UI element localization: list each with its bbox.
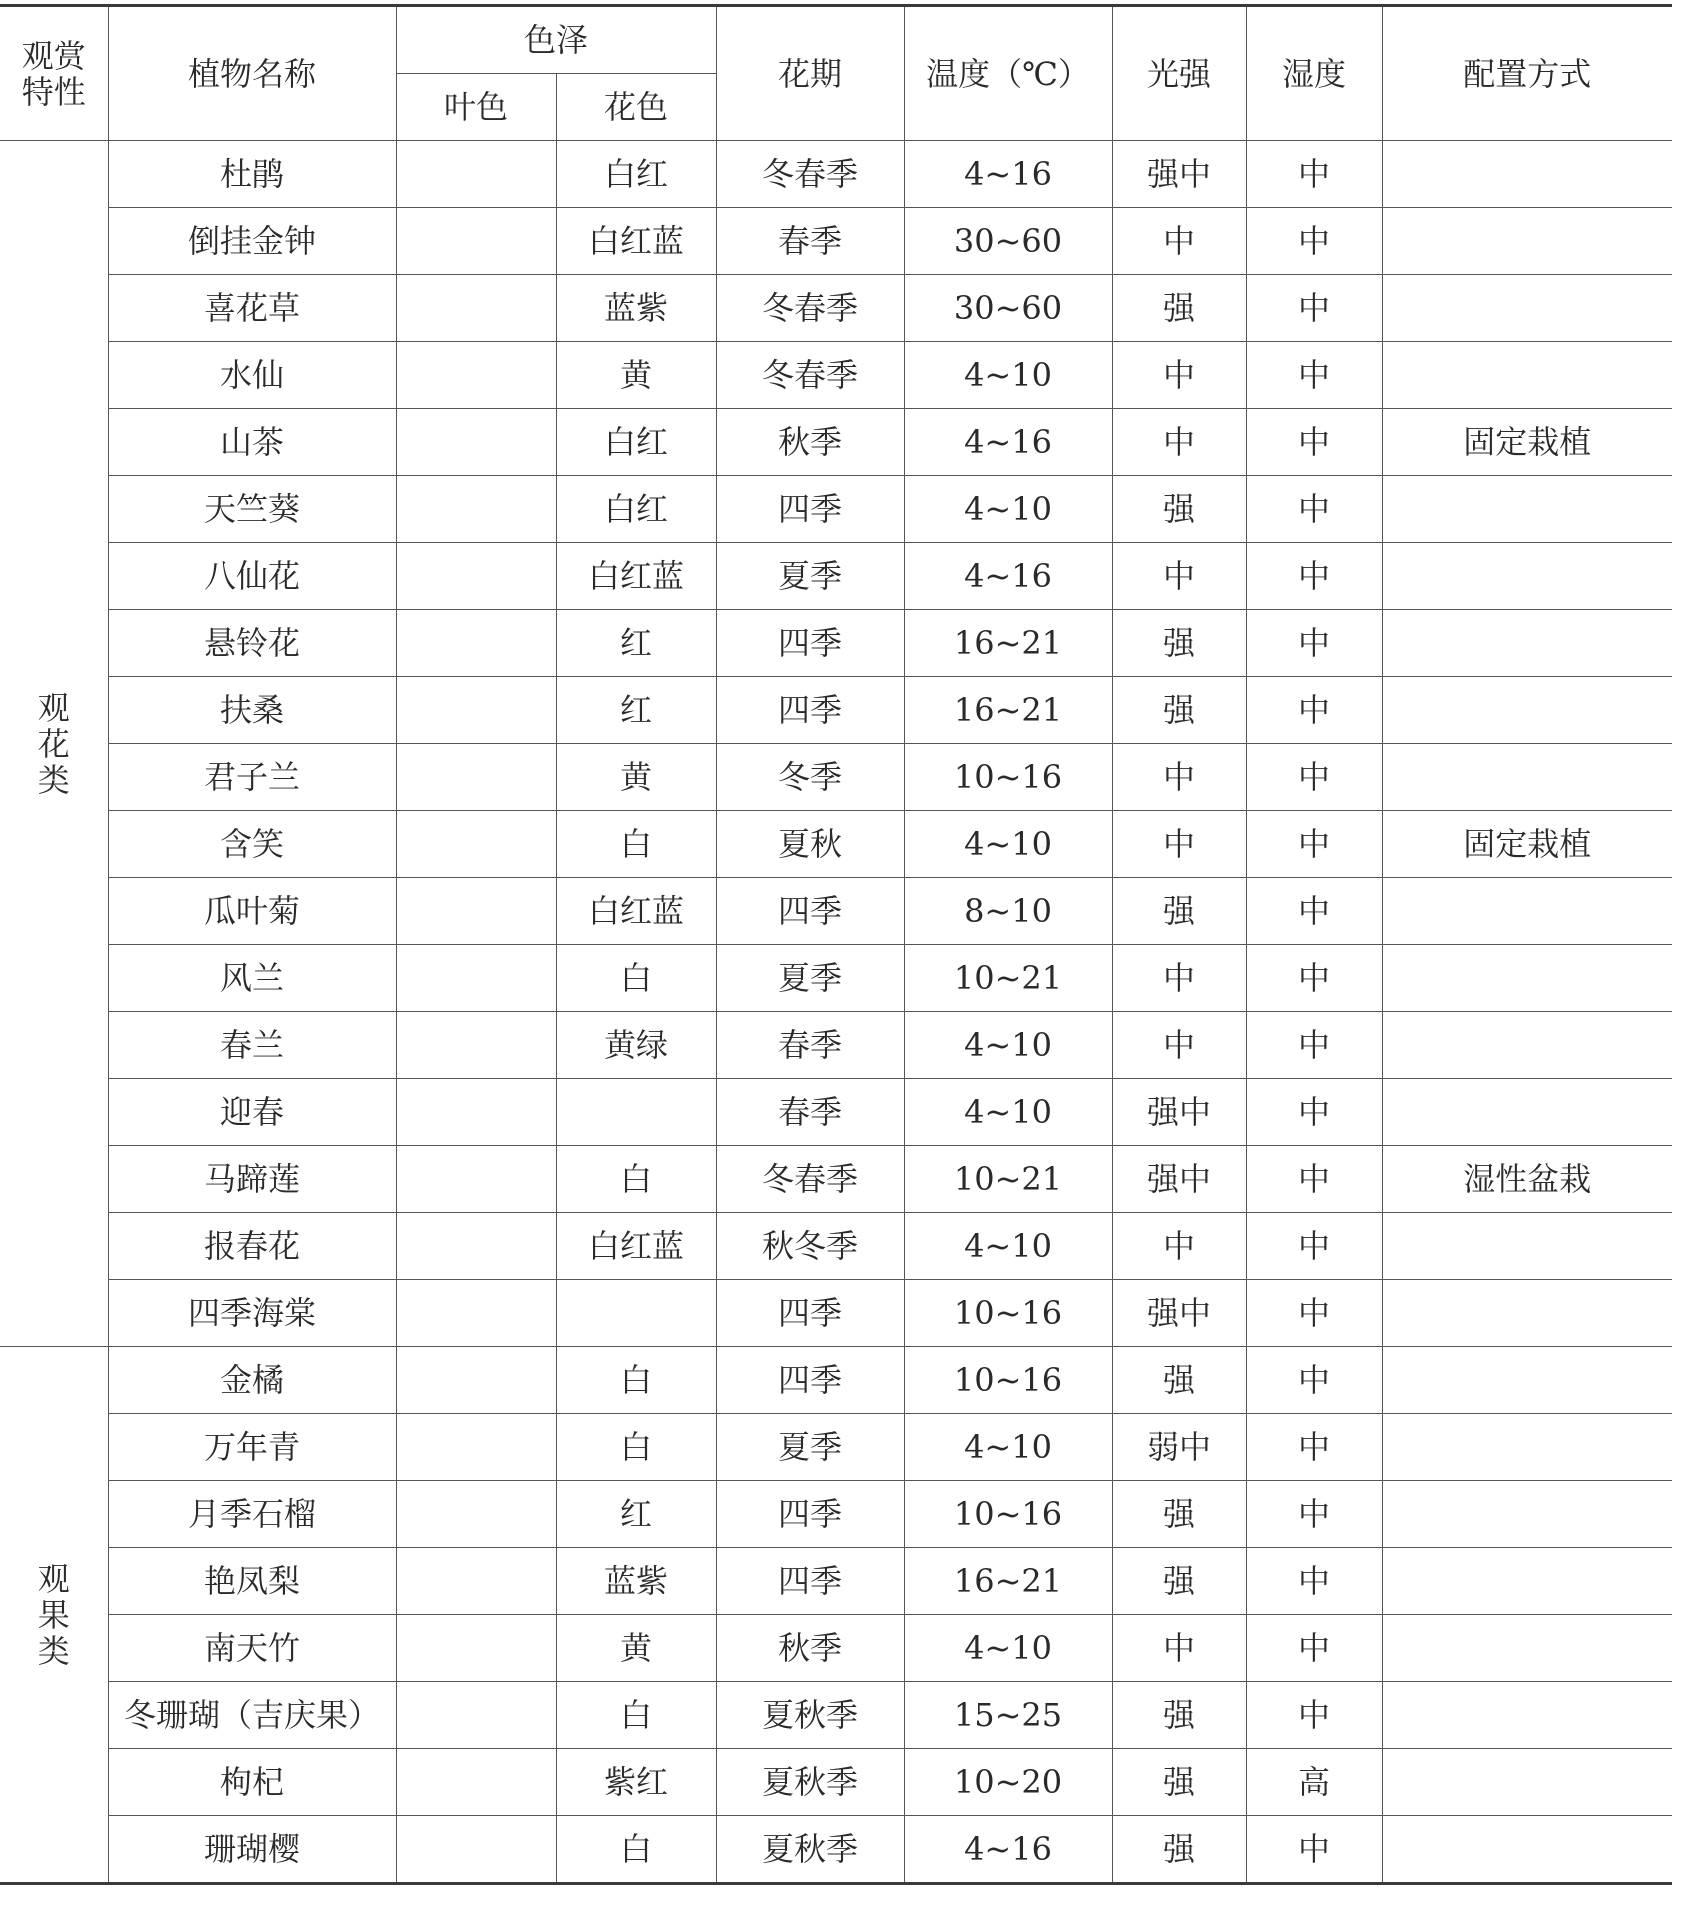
cell-humidity: 中 (1246, 1146, 1382, 1213)
cell-flowering-period: 夏秋季 (716, 1816, 904, 1884)
table-row (0, 1615, 1672, 1682)
cell-light: 强 (1112, 275, 1246, 342)
cell-flowering-period: 夏秋季 (716, 1682, 904, 1749)
cell-flower-color: 白红 (556, 141, 716, 208)
cell-humidity: 中 (1246, 275, 1382, 342)
cell-leaf-color (396, 610, 556, 677)
cell-arrangement (1382, 1213, 1672, 1280)
cell-arrangement (1382, 1481, 1672, 1548)
cell-plant-name: 八仙花 (108, 543, 396, 610)
cell-flowering-period: 冬春季 (716, 141, 904, 208)
cell-arrangement: 固定栽植 (1382, 811, 1672, 878)
table-row (0, 744, 1672, 811)
cell-light: 强 (1112, 1481, 1246, 1548)
cell-humidity: 中 (1246, 1012, 1382, 1079)
cell-plant-name: 扶桑 (108, 677, 396, 744)
cell-flower-color: 黄 (556, 342, 716, 409)
cell-light: 中 (1112, 208, 1246, 275)
cell-flower-color: 红 (556, 1481, 716, 1548)
cell-humidity: 中 (1246, 811, 1382, 878)
cell-category: 观 果 类 (0, 1347, 108, 1884)
cell-arrangement (1382, 1280, 1672, 1347)
cell-plant-name: 枸杞 (108, 1749, 396, 1816)
cell-arrangement (1382, 744, 1672, 811)
cell-temperature: 4~16 (904, 141, 1112, 208)
table-row (0, 476, 1672, 543)
cell-temperature: 4~10 (904, 342, 1112, 409)
cell-leaf-color (396, 1816, 556, 1884)
table-row (0, 208, 1672, 275)
table-row (0, 543, 1672, 610)
table-row (0, 1414, 1672, 1481)
cell-flowering-period: 冬春季 (716, 1146, 904, 1213)
cell-light: 中 (1112, 1213, 1246, 1280)
header-flower-color: 花色 (556, 74, 716, 141)
cell-leaf-color (396, 342, 556, 409)
cell-light: 中 (1112, 945, 1246, 1012)
cell-plant-name: 万年青 (108, 1414, 396, 1481)
cell-humidity: 中 (1246, 409, 1382, 476)
cell-arrangement (1382, 1079, 1672, 1146)
cell-temperature: 4~10 (904, 476, 1112, 543)
table-row (0, 1816, 1672, 1884)
table-row (0, 610, 1672, 677)
cell-light: 强 (1112, 1682, 1246, 1749)
cell-humidity: 中 (1246, 208, 1382, 275)
header-humidity: 湿度 (1246, 6, 1382, 141)
cell-flowering-period: 秋季 (716, 1615, 904, 1682)
cell-light: 弱中 (1112, 1414, 1246, 1481)
table-row (0, 141, 1672, 208)
cell-flower-color (556, 1079, 716, 1146)
cell-flower-color (556, 1280, 716, 1347)
cell-flowering-period: 四季 (716, 476, 904, 543)
cell-leaf-color (396, 1414, 556, 1481)
header-arrangement: 配置方式 (1382, 6, 1672, 141)
header-temperature: 温度（℃） (904, 6, 1112, 141)
cell-flowering-period: 冬春季 (716, 275, 904, 342)
cell-arrangement (1382, 878, 1672, 945)
table-row (0, 1682, 1672, 1749)
cell-arrangement (1382, 677, 1672, 744)
cell-humidity: 中 (1246, 543, 1382, 610)
cell-flower-color: 白红 (556, 476, 716, 543)
cell-leaf-color (396, 811, 556, 878)
cell-arrangement: 湿性盆栽 (1382, 1146, 1672, 1213)
cell-light: 强中 (1112, 1280, 1246, 1347)
cell-temperature: 10~21 (904, 1146, 1112, 1213)
cell-humidity: 中 (1246, 878, 1382, 945)
cell-flower-color: 白 (556, 945, 716, 1012)
cell-flowering-period: 四季 (716, 610, 904, 677)
cell-arrangement (1382, 476, 1672, 543)
table-row (0, 1012, 1672, 1079)
cell-plant-name: 月季石榴 (108, 1481, 396, 1548)
cell-temperature: 10~16 (904, 1347, 1112, 1414)
cell-plant-name: 金橘 (108, 1347, 396, 1414)
cell-plant-name: 四季海棠 (108, 1280, 396, 1347)
cell-plant-name: 报春花 (108, 1213, 396, 1280)
header-light: 光强 (1112, 6, 1246, 141)
table-row (0, 811, 1672, 878)
cell-plant-name: 风兰 (108, 945, 396, 1012)
cell-temperature: 8~10 (904, 878, 1112, 945)
header-flowering-period: 花期 (716, 6, 904, 141)
cell-plant-name: 倒挂金钟 (108, 208, 396, 275)
cell-arrangement (1382, 1615, 1672, 1682)
cell-arrangement (1382, 1548, 1672, 1615)
cell-temperature: 10~16 (904, 1481, 1112, 1548)
cell-leaf-color (396, 878, 556, 945)
cell-flowering-period: 四季 (716, 1548, 904, 1615)
cell-humidity: 高 (1246, 1749, 1382, 1816)
cell-flowering-period: 秋冬季 (716, 1213, 904, 1280)
cell-flower-color: 红 (556, 677, 716, 744)
cell-arrangement (1382, 1682, 1672, 1749)
cell-leaf-color (396, 1615, 556, 1682)
cell-flower-color: 紫红 (556, 1749, 716, 1816)
cell-flower-color: 白红蓝 (556, 1213, 716, 1280)
cell-leaf-color (396, 1280, 556, 1347)
cell-humidity: 中 (1246, 1481, 1382, 1548)
cell-leaf-color (396, 677, 556, 744)
cell-humidity: 中 (1246, 610, 1382, 677)
cell-leaf-color (396, 543, 556, 610)
cell-plant-name: 含笑 (108, 811, 396, 878)
cell-flower-color: 黄 (556, 1615, 716, 1682)
cell-flower-color: 白红 (556, 409, 716, 476)
cell-temperature: 15~25 (904, 1682, 1112, 1749)
cell-light: 中 (1112, 811, 1246, 878)
cell-flower-color: 白 (556, 1414, 716, 1481)
cell-plant-name: 珊瑚樱 (108, 1816, 396, 1884)
table-row (0, 945, 1672, 1012)
cell-light: 中 (1112, 409, 1246, 476)
cell-light: 中 (1112, 1012, 1246, 1079)
table-row (0, 1548, 1672, 1615)
cell-flowering-period: 冬春季 (716, 342, 904, 409)
cell-flower-color: 白 (556, 1816, 716, 1884)
cell-humidity: 中 (1246, 1548, 1382, 1615)
cell-leaf-color (396, 1548, 556, 1615)
cell-plant-name: 山茶 (108, 409, 396, 476)
cell-flower-color: 白红蓝 (556, 208, 716, 275)
header-color-group: 色泽 (396, 6, 716, 74)
cell-plant-name: 艳凤梨 (108, 1548, 396, 1615)
cell-temperature: 4~16 (904, 409, 1112, 476)
cell-humidity: 中 (1246, 677, 1382, 744)
cell-flower-color: 蓝紫 (556, 1548, 716, 1615)
cell-humidity: 中 (1246, 1213, 1382, 1280)
cell-leaf-color (396, 1347, 556, 1414)
cell-plant-name: 君子兰 (108, 744, 396, 811)
cell-humidity: 中 (1246, 744, 1382, 811)
table-row (0, 275, 1672, 342)
cell-humidity: 中 (1246, 1816, 1382, 1884)
cell-flower-color: 红 (556, 610, 716, 677)
cell-arrangement (1382, 1749, 1672, 1816)
cell-light: 中 (1112, 543, 1246, 610)
cell-humidity: 中 (1246, 1280, 1382, 1347)
cell-plant-name: 悬铃花 (108, 610, 396, 677)
cell-leaf-color (396, 1749, 556, 1816)
table-header (0, 6, 1672, 141)
cell-humidity: 中 (1246, 476, 1382, 543)
cell-light: 中 (1112, 342, 1246, 409)
cell-arrangement: 固定栽植 (1382, 409, 1672, 476)
cell-humidity: 中 (1246, 141, 1382, 208)
cell-humidity: 中 (1246, 1347, 1382, 1414)
cell-temperature: 30~60 (904, 208, 1112, 275)
cell-temperature: 4~10 (904, 1414, 1112, 1481)
cell-flowering-period: 春季 (716, 1012, 904, 1079)
cell-leaf-color (396, 945, 556, 1012)
cell-plant-name: 南天竹 (108, 1615, 396, 1682)
table-row (0, 677, 1672, 744)
table-row (0, 1280, 1672, 1347)
cell-plant-name: 冬珊瑚（吉庆果） (108, 1682, 396, 1749)
cell-leaf-color (396, 1481, 556, 1548)
table-row (0, 1347, 1672, 1414)
cell-flowering-period: 春季 (716, 1079, 904, 1146)
cell-humidity: 中 (1246, 1079, 1382, 1146)
cell-flower-color: 白 (556, 1146, 716, 1213)
cell-temperature: 16~21 (904, 677, 1112, 744)
cell-plant-name: 杜鹃 (108, 141, 396, 208)
cell-plant-name: 天竺葵 (108, 476, 396, 543)
cell-humidity: 中 (1246, 342, 1382, 409)
cell-temperature: 4~10 (904, 811, 1112, 878)
cell-leaf-color (396, 744, 556, 811)
cell-leaf-color (396, 1012, 556, 1079)
cell-flowering-period: 四季 (716, 1481, 904, 1548)
cell-humidity: 中 (1246, 1615, 1382, 1682)
cell-leaf-color (396, 1146, 556, 1213)
table-row (0, 878, 1672, 945)
cell-flowering-period: 四季 (716, 878, 904, 945)
cell-arrangement (1382, 543, 1672, 610)
cell-light: 中 (1112, 744, 1246, 811)
cell-light: 强 (1112, 878, 1246, 945)
table-row (0, 1481, 1672, 1548)
cell-arrangement (1382, 275, 1672, 342)
table-row (0, 409, 1672, 476)
cell-arrangement (1382, 1347, 1672, 1414)
cell-temperature: 4~10 (904, 1213, 1112, 1280)
cell-arrangement (1382, 1012, 1672, 1079)
cell-temperature: 4~16 (904, 543, 1112, 610)
cell-temperature: 4~16 (904, 1816, 1112, 1884)
cell-flowering-period: 四季 (716, 1347, 904, 1414)
cell-temperature: 10~20 (904, 1749, 1112, 1816)
cell-flower-color: 黄 (556, 744, 716, 811)
cell-leaf-color (396, 208, 556, 275)
cell-temperature: 10~21 (904, 945, 1112, 1012)
cell-plant-name: 迎春 (108, 1079, 396, 1146)
cell-flower-color: 白 (556, 811, 716, 878)
cell-light: 强 (1112, 1749, 1246, 1816)
cell-flower-color: 白 (556, 1682, 716, 1749)
cell-flower-color: 白红蓝 (556, 878, 716, 945)
cell-leaf-color (396, 476, 556, 543)
cell-flower-color: 蓝紫 (556, 275, 716, 342)
cell-leaf-color (396, 275, 556, 342)
cell-leaf-color (396, 141, 556, 208)
cell-arrangement (1382, 342, 1672, 409)
cell-leaf-color (396, 1682, 556, 1749)
cell-temperature: 10~16 (904, 744, 1112, 811)
header-plant-name: 植物名称 (108, 6, 396, 141)
cell-plant-name: 马蹄莲 (108, 1146, 396, 1213)
cell-light: 强 (1112, 1816, 1246, 1884)
cell-plant-name: 喜花草 (108, 275, 396, 342)
table-row (0, 1213, 1672, 1280)
cell-leaf-color (396, 1079, 556, 1146)
table-row (0, 342, 1672, 409)
cell-flowering-period: 夏季 (716, 1414, 904, 1481)
table-body (0, 141, 1672, 1884)
table-row (0, 1146, 1672, 1213)
cell-temperature: 4~10 (904, 1615, 1112, 1682)
cell-plant-name: 春兰 (108, 1012, 396, 1079)
cell-flowering-period: 夏季 (716, 945, 904, 1012)
cell-light: 强 (1112, 476, 1246, 543)
cell-arrangement (1382, 141, 1672, 208)
table-row (0, 1749, 1672, 1816)
cell-light: 强中 (1112, 141, 1246, 208)
cell-arrangement (1382, 945, 1672, 1012)
cell-leaf-color (396, 409, 556, 476)
cell-leaf-color (396, 1213, 556, 1280)
cell-humidity: 中 (1246, 1682, 1382, 1749)
cell-temperature: 30~60 (904, 275, 1112, 342)
cell-flowering-period: 四季 (716, 677, 904, 744)
cell-light: 强中 (1112, 1146, 1246, 1213)
cell-humidity: 中 (1246, 945, 1382, 1012)
cell-light: 强 (1112, 610, 1246, 677)
cell-category: 观 花 类 (0, 141, 108, 1347)
cell-temperature: 16~21 (904, 1548, 1112, 1615)
cell-flowering-period: 春季 (716, 208, 904, 275)
cell-light: 强 (1112, 677, 1246, 744)
cell-arrangement (1382, 1414, 1672, 1481)
cell-temperature: 16~21 (904, 610, 1112, 677)
cell-temperature: 4~10 (904, 1079, 1112, 1146)
cell-flower-color: 白红蓝 (556, 543, 716, 610)
table-row (0, 1079, 1672, 1146)
cell-flowering-period: 秋季 (716, 409, 904, 476)
header-category: 观赏 特性 (0, 6, 108, 141)
cell-light: 强 (1112, 1548, 1246, 1615)
cell-arrangement (1382, 208, 1672, 275)
cell-flower-color: 黄绿 (556, 1012, 716, 1079)
cell-temperature: 4~10 (904, 1012, 1112, 1079)
cell-plant-name: 瓜叶菊 (108, 878, 396, 945)
cell-flowering-period: 四季 (716, 1280, 904, 1347)
cell-light: 强中 (1112, 1079, 1246, 1146)
header-leaf-color: 叶色 (396, 74, 556, 141)
cell-plant-name: 水仙 (108, 342, 396, 409)
cell-arrangement (1382, 1816, 1672, 1884)
cell-humidity: 中 (1246, 1414, 1382, 1481)
cell-light: 中 (1112, 1615, 1246, 1682)
cell-flowering-period: 夏季 (716, 543, 904, 610)
cell-temperature: 10~16 (904, 1280, 1112, 1347)
cell-flowering-period: 冬季 (716, 744, 904, 811)
cell-arrangement (1382, 610, 1672, 677)
plant-table (0, 4, 1672, 1885)
cell-light: 强 (1112, 1347, 1246, 1414)
cell-flowering-period: 夏秋季 (716, 1749, 904, 1816)
cell-flowering-period: 夏秋 (716, 811, 904, 878)
cell-flower-color: 白 (556, 1347, 716, 1414)
